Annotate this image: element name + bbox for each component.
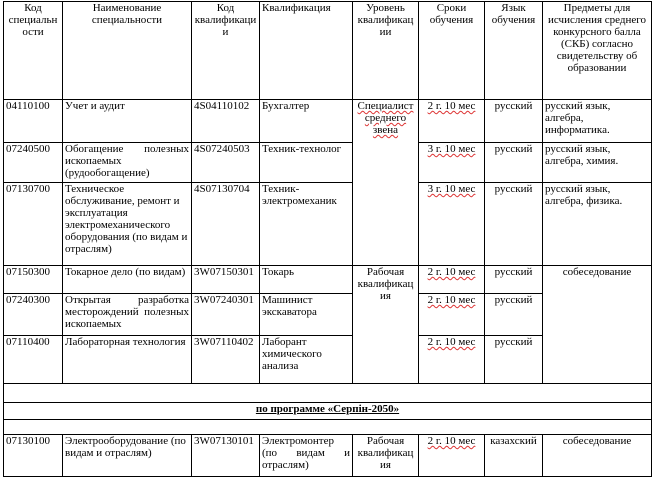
cell-term: 3 г. 10 мес	[419, 183, 485, 266]
table-row	[4, 143, 652, 183]
cell-code: 07130100	[4, 435, 63, 477]
header-qual-code: Код квалификации	[192, 2, 260, 100]
header-level: Уровень квалификации	[353, 2, 419, 100]
cell-subjects: собеседование	[543, 435, 652, 477]
program-heading-row	[4, 403, 652, 420]
cell-term: 2 г. 10 мес	[419, 100, 485, 143]
cell-qual-code: 3W07110402	[192, 336, 260, 384]
admission-table-page	[3, 1, 652, 477]
cell-language: русский	[485, 143, 543, 183]
cell-code: 07240500	[4, 143, 63, 183]
cell-code: 07110400	[4, 336, 63, 384]
spacer-cell	[4, 420, 652, 435]
cell-level-mid	[353, 100, 419, 266]
cell-language: казахский	[485, 435, 543, 477]
cell-name: Открытая разработка месторождений полезных ископаемых	[63, 294, 192, 336]
cell-qual-code: 4S04110102	[192, 100, 260, 143]
level-mid-text: Специалист среднего звена	[357, 100, 414, 136]
cell-code: 07130700	[4, 183, 63, 266]
header-code: Код специальности	[4, 2, 63, 100]
header-term: Сроки обучения	[419, 2, 485, 100]
cell-level: Рабочая квалификация	[353, 435, 419, 477]
cell-language: русский	[485, 100, 543, 143]
cell-subjects: собеседование	[543, 266, 652, 384]
cell-subjects: русский язык, алгебра, информатика.	[543, 100, 652, 143]
cell-term: 2 г. 10 мес	[419, 336, 485, 384]
cell-qualification: Электромонтер (по видам и отраслям)	[260, 435, 353, 477]
cell-term: 2 г. 10 мес	[419, 266, 485, 294]
cell-qual-code: 4S07130704	[192, 183, 260, 266]
table-spacer-row	[4, 420, 652, 435]
cell-qual-code: 4S07240503	[192, 143, 260, 183]
program-heading-text: по программе «Серпін-2050»	[255, 403, 400, 415]
header-qualification: Квалификация	[260, 2, 353, 100]
cell-qualification: Машинист экскаватора	[260, 294, 353, 336]
cell-name: Техническое обслуживание, ремонт и эксплуатация электромеханического оборудования (по видам и отраслям)	[63, 183, 192, 266]
cell-code: 07240300	[4, 294, 63, 336]
spacer-cell	[4, 384, 652, 403]
cell-level-work: Рабочая квалификация	[353, 266, 419, 384]
cell-qualification: Техник-технолог	[260, 143, 353, 183]
cell-qualification: Бухгалтер	[260, 100, 353, 143]
program-heading	[4, 403, 652, 420]
table-row	[4, 183, 652, 266]
table-row	[4, 266, 652, 294]
table-row	[4, 435, 652, 477]
cell-name: Учет и аудит	[63, 100, 192, 143]
cell-name: Токарное дело (по видам)	[63, 266, 192, 294]
cell-subjects: русский язык, алгебра, химия.	[543, 143, 652, 183]
cell-code: 07150300	[4, 266, 63, 294]
cell-qual-code: 3W07150301	[192, 266, 260, 294]
cell-language: русский	[485, 294, 543, 336]
cell-language: русский	[485, 266, 543, 294]
cell-name: Обогащение полезных ископаемых (рудообогащение)	[63, 143, 192, 183]
cell-qualification: Техник-электромеханик	[260, 183, 353, 266]
table-header-row	[4, 2, 652, 100]
cell-qualification: Токарь	[260, 266, 353, 294]
specialties-table	[3, 1, 652, 477]
header-name: Наименование специальности	[63, 2, 192, 100]
table-row	[4, 100, 652, 143]
cell-code: 04110100	[4, 100, 63, 143]
cell-qual-code: 3W07240301	[192, 294, 260, 336]
cell-subjects: русский язык, алгебра, физика.	[543, 183, 652, 266]
cell-language: русский	[485, 183, 543, 266]
cell-qualification: Лаборант химического анализа	[260, 336, 353, 384]
cell-term: 2 г. 10 мес	[419, 294, 485, 336]
cell-term: 3 г. 10 мес	[419, 143, 485, 183]
cell-term: 2 г. 10 мес	[419, 435, 485, 477]
header-subjects: Предметы для исчисления среднего конкурсного балла (СКБ) согласно свидетельству об образовании	[543, 2, 652, 100]
cell-name: Лабораторная технология	[63, 336, 192, 384]
header-language: Язык обучения	[485, 2, 543, 100]
cell-language: русский	[485, 336, 543, 384]
cell-name: Электрооборудование (по видам и отраслям)	[63, 435, 192, 477]
cell-qual-code: 3W07130101	[192, 435, 260, 477]
table-spacer-row	[4, 384, 652, 403]
